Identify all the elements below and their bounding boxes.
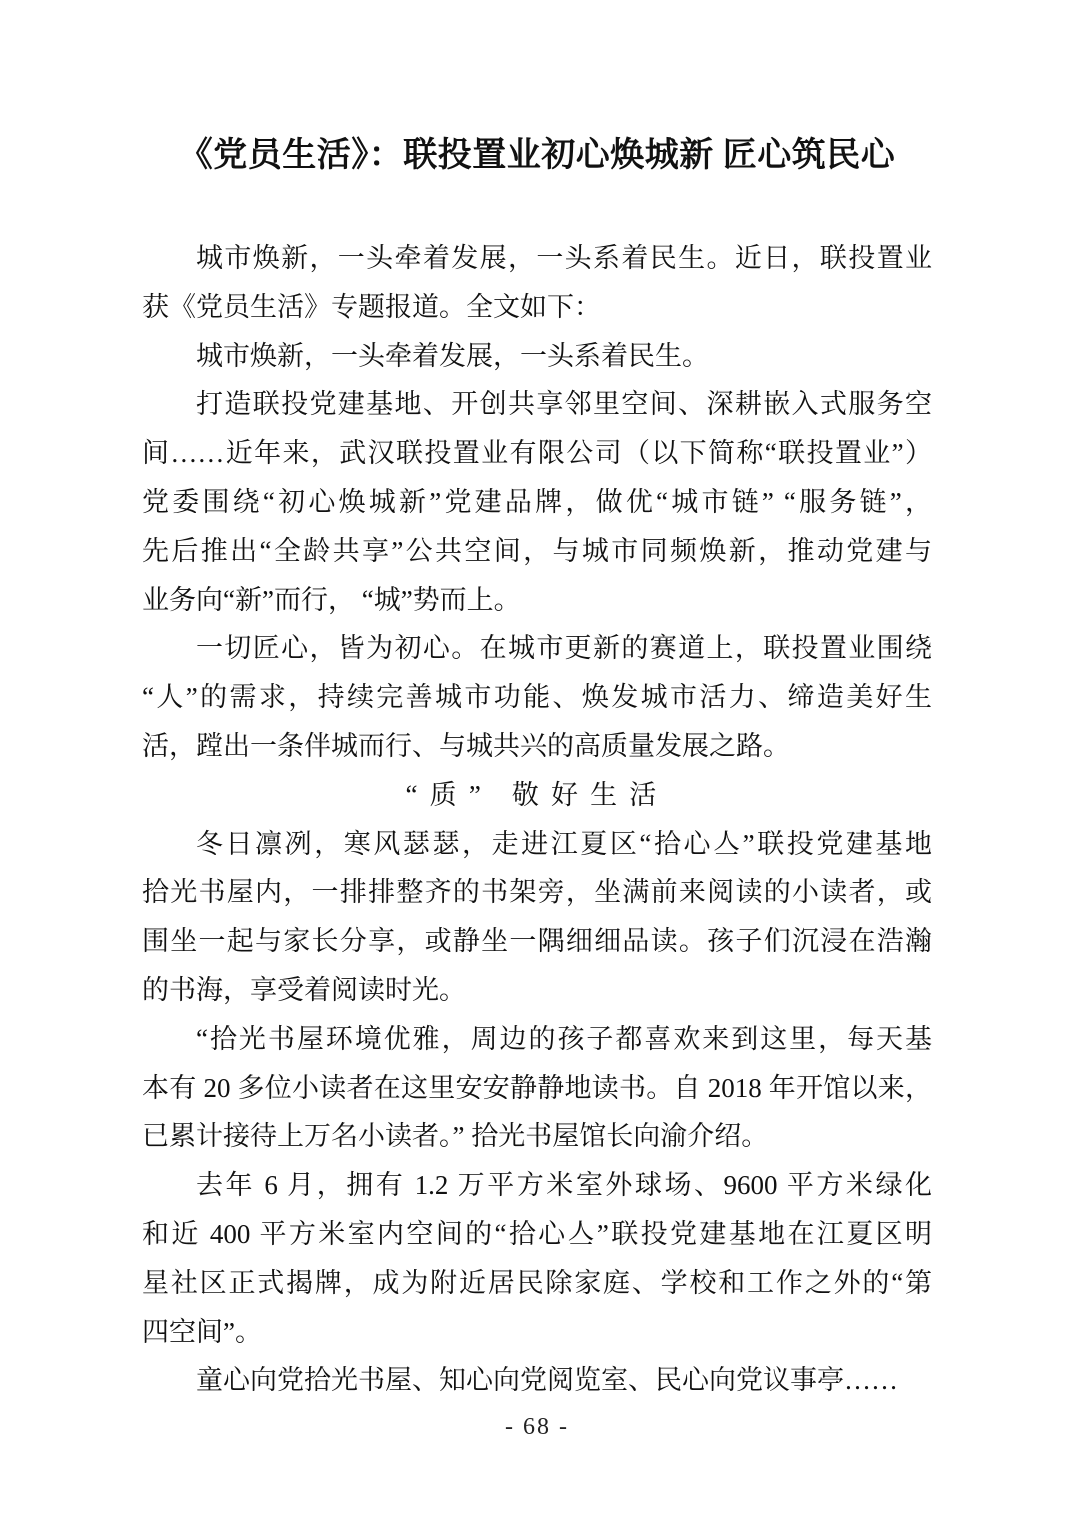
- text-line: 拾光书屋内，一排排整齐的书架旁，坐满前来阅读的小读者，或: [142, 877, 932, 908]
- text-line: 和近 400 平方米室内空间的“拾心亼”联投党建基地在江夏区明: [142, 1218, 932, 1249]
- text-line: “人”的需求，持续完善城市功能、焕发城市活力、缔造美好生: [142, 682, 932, 713]
- text-line: 打造联投党建基地、开创共享邻里空间、深耕嵌入式服务空: [196, 389, 932, 420]
- text-line: 本有 20 多位小读者在这里安安静静地读书。自 2018 年开馆以来，: [142, 1072, 932, 1103]
- text-line: 城市焕新，一头牵着发展，一头系着民生。近日，联投置业: [196, 243, 932, 273]
- text-line: “拾光书屋环境优雅，周边的孩子都喜欢来到这里，每天基: [196, 1023, 932, 1054]
- text-line: 已累计接待上万名小读者。” 拾光书屋馆长向渝介绍。: [142, 1121, 769, 1152]
- text-line: 间……近年来，武汉联投置业有限公司（以下简称“联投置业”）: [142, 438, 932, 469]
- text-line: 活，蹚出一条伴城而行、与城共兴的高质量发展之路。: [142, 730, 790, 761]
- document-body: [142, 234, 932, 1405]
- text-line: 城市焕新，一头牵着发展，一头系着民生。: [196, 340, 709, 371]
- text-line: 获《党员生活》专题报道。全文如下：: [142, 291, 601, 322]
- text-line: 业务向“新”而行， “城”势而上。: [142, 584, 521, 615]
- text-line: 去年 6 月，拥有 1.2 万平方米室外球场、9600 平方米绿化: [196, 1170, 932, 1201]
- text-line: 冬日凛冽，寒风瑟瑟，走进江夏区“拾心亼”联投党建基地: [196, 828, 932, 859]
- text-line: 童心向党拾光书屋、知心向党阅览室、民心向党议事亭……: [196, 1365, 898, 1396]
- text-line: 星社区正式揭牌，成为附近居民除家庭、学校和工作之外的“第: [142, 1267, 932, 1298]
- text-line: 先后推出“全龄共享”公共空间，与城市同频焕新，推动党建与: [142, 535, 932, 566]
- text-line: 一切匠心，皆为初心。在城市更新的赛道上，联投置业围绕: [196, 633, 932, 664]
- page-number: - 68 -: [505, 1414, 569, 1441]
- text-line: 围坐一起与家长分享，或静坐一隅细细品读。孩子们沉浸在浩瀚: [142, 926, 932, 957]
- page-title: 《党员生活》：联投置业初心焕城新 匠心筑民心: [178, 137, 896, 174]
- section-heading: “质” 敬好生活: [405, 779, 669, 810]
- text-line: 党委围绕“初心焕城新”党建品牌，做优“城市链” “服务链”，: [142, 486, 932, 517]
- text-line: 四空间”。: [142, 1316, 262, 1347]
- text-line: 的书海，享受着阅读时光。: [142, 974, 466, 1005]
